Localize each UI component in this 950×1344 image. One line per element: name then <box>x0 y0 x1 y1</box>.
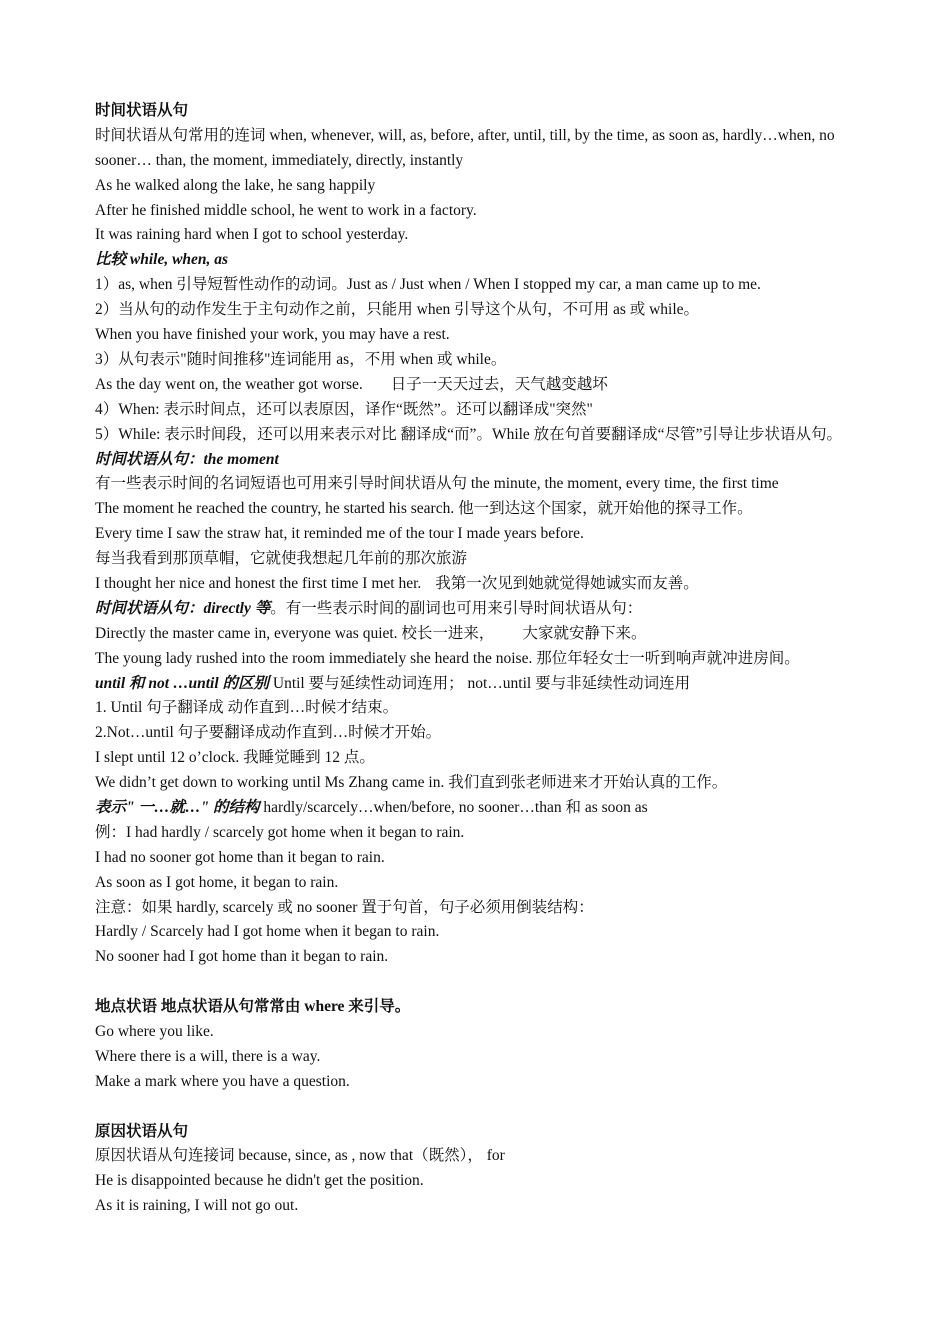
example-line <box>95 572 875 597</box>
example-line: As soon as I got home, it began to rain. <box>95 873 339 891</box>
example-line: 每当我看到那顶草帽，它就使我想起几年前的那次旅游 <box>95 550 468 568</box>
example-line: The young lady rushed into the room immediately she heard the noise. 那位年轻女士一听到响声就冲进房间。 <box>95 649 800 667</box>
example-line: Every time I saw the straw hat, it reminded me of the tour I made years before. <box>95 525 584 543</box>
rule-line: 4）When: 表示时间点，还可以表原因，译作“既然”。还可以翻译成"突然" <box>95 400 593 418</box>
section-heading-reason-clause: 原因状语从句 <box>95 1122 189 1140</box>
rule-line: 3）从句表示"随时间推移"连词能用 as，不用 when 或 while。 <box>95 350 507 368</box>
directly-line <box>95 597 875 622</box>
time-clause-intro: 时间状语从句常用的连词 when, whenever, will, as, before, after, until, till, by the time, as soon as, hardly…when, no sooner… than, the moment, immediately, directly, instantly <box>95 126 835 169</box>
subheading-directly: 时间状语从句：directly 等 <box>95 599 271 617</box>
subheading-hardly: 表示" 一…就…" 的结构 <box>95 798 260 816</box>
hardly-intro: hardly/scarcely…when/before, no sooner…than 和 as soon as <box>259 798 648 816</box>
rule-line: 2.Not…until 句子要翻译成动作直到…时候才开始。 <box>95 724 442 742</box>
example-line: As it is raining, I will not go out. <box>95 1197 299 1215</box>
example-line: No sooner had I got home than it began to rain. <box>95 948 389 966</box>
example-line: Hardly / Scarcely had I got home when it began to rain. <box>95 923 440 941</box>
section-heading-place-clause: 地点状语 地点状语从句常常由 where 来引导。 <box>95 998 411 1016</box>
rule-line: 原因状语从句连接词 because, since, as , now that（既然）， for <box>95 1147 505 1165</box>
example-line: Make a mark where you have a question. <box>95 1072 350 1090</box>
example-line: We didn’t get down to working until Ms Zhang came in. 我们直到张老师进来才开始认真的工作。 <box>95 774 728 792</box>
rule-line: 5）While: 表示时间段，还可以用来表示对比 翻译成“而”。While 放在句首要翻译成“尽管”引导让步状语从句。 <box>95 425 842 443</box>
example-chinese: 日子一天天过去，天气越变越坏 <box>390 375 608 393</box>
example-line: 例：I had hardly / scarcely got home when it began to rain. <box>95 823 465 841</box>
until-line <box>95 672 875 697</box>
example-line: When you have finished your work, you may have a rest. <box>95 326 450 344</box>
hardly-line <box>95 796 875 821</box>
example-line: The moment he reached the country, he started his search. 他一到达这个国家，就开始他的探寻工作。 <box>95 500 753 518</box>
rule-line: 1. Until 句子翻译成 动作直到…时候才结束。 <box>95 699 399 717</box>
example-line <box>95 622 875 647</box>
example-english: As the day went on, the weather got worse. <box>95 375 363 393</box>
example-line: Go where you like. <box>95 1023 214 1040</box>
rule-line: 1）as, when 引导短暂性动作的动词。Just as / Just when / When I stopped my car, a man came up to me. <box>95 276 761 294</box>
subheading-the-moment: 时间状语从句：the moment <box>95 450 279 468</box>
example-line: It was raining hard when I got to school yesterday. <box>95 226 409 244</box>
blank-line <box>95 1095 875 1120</box>
blank-line <box>95 970 875 995</box>
example-line: Where there is a will, there is a way. <box>95 1047 321 1065</box>
rule-line: 2）当从句的动作发生于主句动作之前，只能用 when 引导这个从句，不可用 as 或 while。 <box>95 301 700 319</box>
until-intro: Until 要与延续性动词连用； not…until 要与非延续性动词连用 <box>269 674 691 692</box>
section-heading-time-clause: 时间状语从句 <box>95 102 189 119</box>
rule-line: 有一些表示时间的名词短语也可用来引导时间状语从句 the minute, the moment, every time, the first time <box>95 475 779 493</box>
example-line <box>95 373 875 398</box>
example-part: Directly the master came in, everyone was quiet. 校长一进来， <box>95 624 495 642</box>
subheading-until: until 和 not …until 的区别 <box>95 674 269 692</box>
example-line: He is disappointed because he didn't get the position. <box>95 1172 424 1190</box>
example-chinese: 我第一次见到她就觉得她诚实而友善。 <box>435 574 699 592</box>
example-part: 大家就安静下来。 <box>522 624 647 642</box>
note-line: 注意：如果 hardly, scarcely 或 no sooner 置于句首，句子必须用倒装结构： <box>95 898 594 916</box>
example-english: I thought her nice and honest the first time I met her. <box>95 574 422 592</box>
example-line: I slept until 12 o’clock. 我睡觉睡到 12 点。 <box>95 749 375 767</box>
example-line: As he walked along the lake, he sang happily <box>95 176 376 194</box>
example-line: After he finished middle school, he went to work in a factory. <box>95 201 477 219</box>
document-page <box>95 99 875 1219</box>
directly-intro: 。有一些表示时间的副词也可用来引导时间状语从句： <box>270 599 643 617</box>
subheading-compare: 比较 while, when, as <box>95 251 229 269</box>
example-line: I had no sooner got home than it began to rain. <box>95 848 385 866</box>
